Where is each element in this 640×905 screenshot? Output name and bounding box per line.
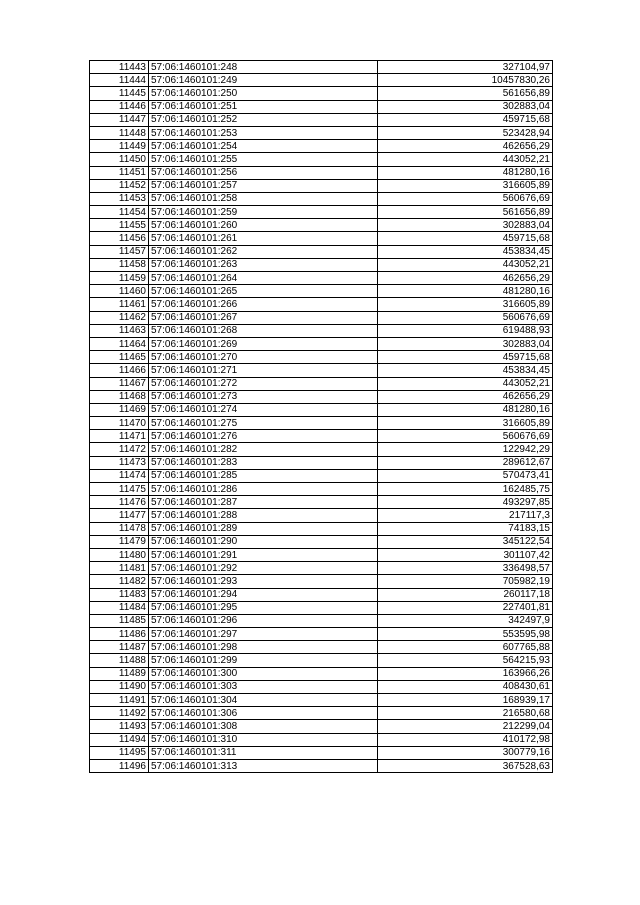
cadastral-number-cell: 57:06:1460101:285 [149,469,378,482]
cadastral-number-cell: 57:06:1460101:276 [149,430,378,443]
table-row [90,285,553,298]
value-cell: 443052,21 [378,377,553,390]
value-cell: 462656,29 [378,140,553,153]
cadastral-number-cell: 57:06:1460101:311 [149,746,378,759]
table-row [90,311,553,324]
table-row [90,272,553,285]
cadastral-number-cell: 57:06:1460101:282 [149,443,378,456]
cadastral-number-cell: 57:06:1460101:298 [149,641,378,654]
row-number-cell: 11473 [90,456,149,469]
row-number-cell: 11479 [90,535,149,548]
cadastral-number-cell: 57:06:1460101:270 [149,351,378,364]
cadastral-number-cell: 57:06:1460101:268 [149,324,378,337]
cadastral-number-cell: 57:06:1460101:257 [149,179,378,192]
cadastral-number-cell: 57:06:1460101:288 [149,509,378,522]
value-cell: 607765,88 [378,641,553,654]
cadastral-number-cell: 57:06:1460101:273 [149,390,378,403]
value-cell: 300779,16 [378,746,553,759]
value-cell: 163966,26 [378,667,553,680]
value-cell: 570473,41 [378,469,553,482]
table-row [90,522,553,535]
cadastral-number-cell: 57:06:1460101:289 [149,522,378,535]
row-number-cell: 11492 [90,707,149,720]
table-row [90,179,553,192]
value-cell: 216580,68 [378,707,553,720]
table-row [90,562,553,575]
value-cell: 301107,42 [378,548,553,561]
value-cell: 316605,89 [378,417,553,430]
cadastral-number-cell: 57:06:1460101:290 [149,535,378,548]
row-number-cell: 11443 [90,61,149,74]
row-number-cell: 11491 [90,694,149,707]
table-row [90,403,553,416]
table-row [90,166,553,179]
value-cell: 260117,18 [378,588,553,601]
row-number-cell: 11478 [90,522,149,535]
row-number-cell: 11460 [90,285,149,298]
value-cell: 227401,81 [378,601,553,614]
row-number-cell: 11496 [90,759,149,772]
table-row [90,153,553,166]
cadastral-number-cell: 57:06:1460101:283 [149,456,378,469]
value-cell: 459715,68 [378,232,553,245]
table-row [90,733,553,746]
table-row [90,601,553,614]
table-row [90,364,553,377]
value-cell: 212299,04 [378,720,553,733]
row-number-cell: 11447 [90,113,149,126]
value-cell: 564215,93 [378,654,553,667]
row-number-cell: 11493 [90,720,149,733]
row-number-cell: 11477 [90,509,149,522]
row-number-cell: 11446 [90,100,149,113]
table-row [90,509,553,522]
cadastral-number-cell: 57:06:1460101:266 [149,298,378,311]
value-cell: 316605,89 [378,298,553,311]
table-row [90,628,553,641]
table-row [90,456,553,469]
table-row [90,707,553,720]
cadastral-number-cell: 57:06:1460101:274 [149,403,378,416]
row-number-cell: 11459 [90,272,149,285]
row-number-cell: 11449 [90,140,149,153]
cadastral-number-cell: 57:06:1460101:252 [149,113,378,126]
row-number-cell: 11482 [90,575,149,588]
value-cell: 410172,98 [378,733,553,746]
cadastral-value-table [89,60,553,773]
value-cell: 462656,29 [378,390,553,403]
cadastral-number-cell: 57:06:1460101:296 [149,614,378,627]
cadastral-number-cell: 57:06:1460101:303 [149,680,378,693]
table-row [90,192,553,205]
row-number-cell: 11452 [90,179,149,192]
value-cell: 459715,68 [378,351,553,364]
cadastral-number-cell: 57:06:1460101:265 [149,285,378,298]
cadastral-number-cell: 57:06:1460101:253 [149,126,378,139]
cadastral-number-cell: 57:06:1460101:264 [149,272,378,285]
cadastral-number-cell: 57:06:1460101:261 [149,232,378,245]
table-row [90,641,553,654]
table-row [90,759,553,772]
value-cell: 523428,94 [378,126,553,139]
row-number-cell: 11486 [90,628,149,641]
value-cell: 560676,69 [378,430,553,443]
document-page [89,60,553,773]
table-row [90,206,553,219]
row-number-cell: 11471 [90,430,149,443]
table-row [90,575,553,588]
row-number-cell: 11465 [90,351,149,364]
table-row [90,298,553,311]
cadastral-number-cell: 57:06:1460101:251 [149,100,378,113]
row-number-cell: 11458 [90,258,149,271]
value-cell: 561656,89 [378,206,553,219]
cadastral-number-cell: 57:06:1460101:269 [149,337,378,350]
cadastral-number-cell: 57:06:1460101:304 [149,694,378,707]
cadastral-number-cell: 57:06:1460101:308 [149,720,378,733]
value-cell: 162485,75 [378,483,553,496]
table-row [90,654,553,667]
row-number-cell: 11488 [90,654,149,667]
table-row [90,667,553,680]
value-cell: 408430,61 [378,680,553,693]
cadastral-number-cell: 57:06:1460101:286 [149,483,378,496]
row-number-cell: 11467 [90,377,149,390]
table-row [90,430,553,443]
table-row [90,337,553,350]
cadastral-number-cell: 57:06:1460101:294 [149,588,378,601]
table-row [90,746,553,759]
value-cell: 560676,69 [378,311,553,324]
cadastral-number-cell: 57:06:1460101:260 [149,219,378,232]
cadastral-number-cell: 57:06:1460101:256 [149,166,378,179]
row-number-cell: 11494 [90,733,149,746]
row-number-cell: 11470 [90,417,149,430]
table-row [90,496,553,509]
cadastral-number-cell: 57:06:1460101:297 [149,628,378,641]
row-number-cell: 11487 [90,641,149,654]
cadastral-number-cell: 57:06:1460101:271 [149,364,378,377]
row-number-cell: 11483 [90,588,149,601]
cadastral-number-cell: 57:06:1460101:275 [149,417,378,430]
table-row [90,535,553,548]
row-number-cell: 11466 [90,364,149,377]
cadastral-number-cell: 57:06:1460101:291 [149,548,378,561]
row-number-cell: 11484 [90,601,149,614]
row-number-cell: 11445 [90,87,149,100]
row-number-cell: 11448 [90,126,149,139]
table-row [90,219,553,232]
row-number-cell: 11480 [90,548,149,561]
value-cell: 10457830,26 [378,74,553,87]
cadastral-number-cell: 57:06:1460101:267 [149,311,378,324]
cadastral-number-cell: 57:06:1460101:295 [149,601,378,614]
table-row [90,324,553,337]
cadastral-number-cell: 57:06:1460101:306 [149,707,378,720]
cadastral-number-cell: 57:06:1460101:292 [149,562,378,575]
value-cell: 336498,57 [378,562,553,575]
table-row [90,113,553,126]
cadastral-number-cell: 57:06:1460101:313 [149,759,378,772]
value-cell: 217117,3 [378,509,553,522]
row-number-cell: 11489 [90,667,149,680]
row-number-cell: 11463 [90,324,149,337]
row-number-cell: 11455 [90,219,149,232]
cadastral-number-cell: 57:06:1460101:258 [149,192,378,205]
table-row [90,417,553,430]
table-row [90,232,553,245]
table-row [90,390,553,403]
row-number-cell: 11475 [90,483,149,496]
cadastral-number-cell: 57:06:1460101:255 [149,153,378,166]
value-cell: 289612,67 [378,456,553,469]
cadastral-number-cell: 57:06:1460101:310 [149,733,378,746]
table-row [90,377,553,390]
table-row [90,61,553,74]
value-cell: 342497,9 [378,614,553,627]
table-row [90,74,553,87]
cadastral-number-cell: 57:06:1460101:293 [149,575,378,588]
value-cell: 462656,29 [378,272,553,285]
row-number-cell: 11457 [90,245,149,258]
table-row [90,469,553,482]
row-number-cell: 11444 [90,74,149,87]
value-cell: 74183,15 [378,522,553,535]
value-cell: 553595,98 [378,628,553,641]
value-cell: 453834,45 [378,245,553,258]
row-number-cell: 11464 [90,337,149,350]
table-row [90,245,553,258]
row-number-cell: 11495 [90,746,149,759]
row-number-cell: 11453 [90,192,149,205]
cadastral-number-cell: 57:06:1460101:263 [149,258,378,271]
table-row [90,126,553,139]
row-number-cell: 11454 [90,206,149,219]
row-number-cell: 11456 [90,232,149,245]
value-cell: 367528,63 [378,759,553,772]
value-cell: 481280,16 [378,403,553,416]
row-number-cell: 11468 [90,390,149,403]
table-row [90,351,553,364]
cadastral-number-cell: 57:06:1460101:300 [149,667,378,680]
table-row [90,588,553,601]
value-cell: 561656,89 [378,87,553,100]
table-body [90,61,553,773]
cadastral-number-cell: 57:06:1460101:248 [149,61,378,74]
value-cell: 302883,04 [378,219,553,232]
table-row [90,443,553,456]
row-number-cell: 11481 [90,562,149,575]
value-cell: 443052,21 [378,153,553,166]
cadastral-number-cell: 57:06:1460101:250 [149,87,378,100]
table-row [90,483,553,496]
value-cell: 327104,97 [378,61,553,74]
cadastral-number-cell: 57:06:1460101:287 [149,496,378,509]
value-cell: 619488,93 [378,324,553,337]
table-row [90,100,553,113]
cadastral-number-cell: 57:06:1460101:272 [149,377,378,390]
table-row [90,694,553,707]
value-cell: 168939,17 [378,694,553,707]
row-number-cell: 11462 [90,311,149,324]
value-cell: 481280,16 [378,285,553,298]
row-number-cell: 11461 [90,298,149,311]
row-number-cell: 11485 [90,614,149,627]
row-number-cell: 11472 [90,443,149,456]
table-row [90,87,553,100]
value-cell: 459715,68 [378,113,553,126]
row-number-cell: 11476 [90,496,149,509]
cadastral-number-cell: 57:06:1460101:254 [149,140,378,153]
row-number-cell: 11450 [90,153,149,166]
value-cell: 493297,85 [378,496,553,509]
value-cell: 345122,54 [378,535,553,548]
table-row [90,614,553,627]
table-row [90,548,553,561]
table-row [90,680,553,693]
row-number-cell: 11474 [90,469,149,482]
row-number-cell: 11469 [90,403,149,416]
value-cell: 316605,89 [378,179,553,192]
cadastral-number-cell: 57:06:1460101:259 [149,206,378,219]
value-cell: 453834,45 [378,364,553,377]
cadastral-number-cell: 57:06:1460101:299 [149,654,378,667]
value-cell: 705982,19 [378,575,553,588]
value-cell: 481280,16 [378,166,553,179]
table-row [90,140,553,153]
row-number-cell: 11490 [90,680,149,693]
value-cell: 302883,04 [378,337,553,350]
table-row [90,720,553,733]
table-row [90,258,553,271]
cadastral-number-cell: 57:06:1460101:249 [149,74,378,87]
cadastral-number-cell: 57:06:1460101:262 [149,245,378,258]
row-number-cell: 11451 [90,166,149,179]
value-cell: 122942,29 [378,443,553,456]
value-cell: 560676,69 [378,192,553,205]
value-cell: 302883,04 [378,100,553,113]
value-cell: 443052,21 [378,258,553,271]
